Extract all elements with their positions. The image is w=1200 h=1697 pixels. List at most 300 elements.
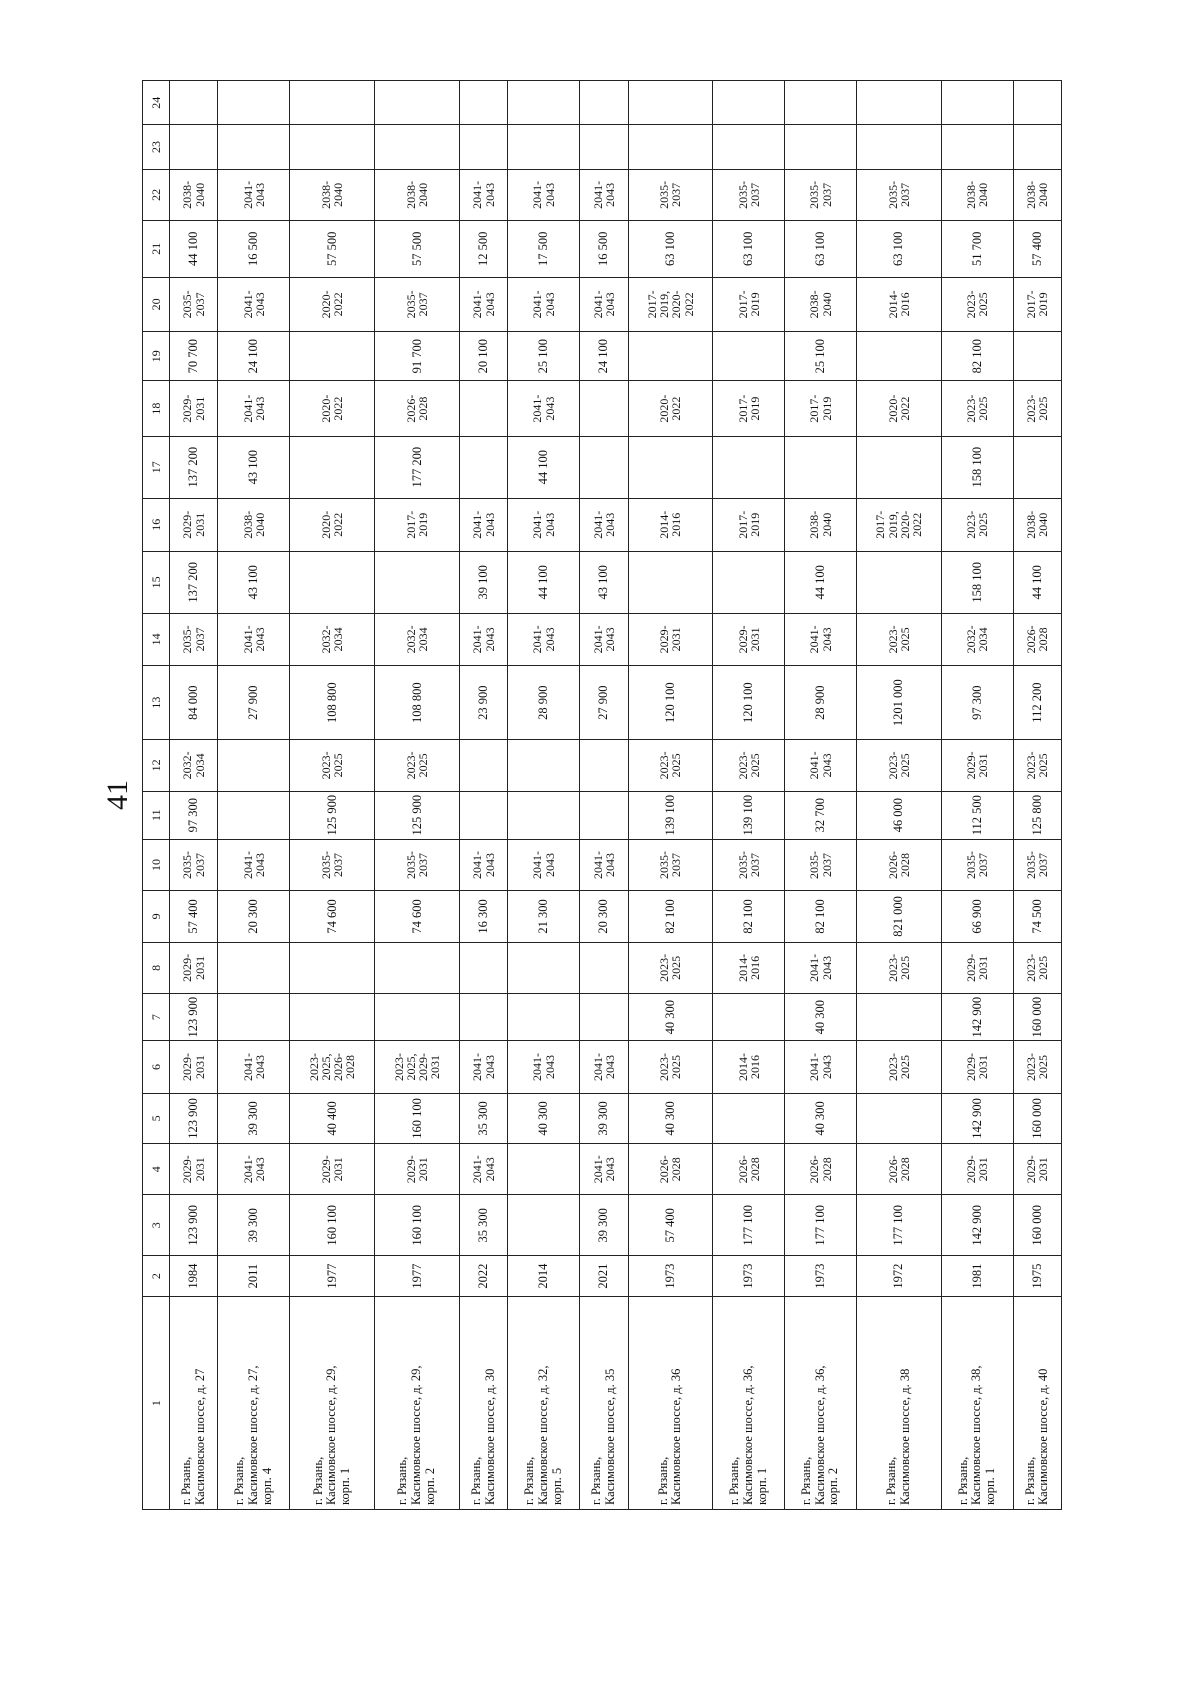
cost-cell: 142 900 — [941, 1195, 1013, 1256]
period-cell: 2035- 2037 — [170, 613, 218, 665]
build-year-cell: 2022 — [459, 1256, 507, 1297]
cost-cell: 43 100 — [580, 552, 628, 614]
period-cell: 2035- 2037 — [785, 839, 857, 890]
period-cell: 2041- 2043 — [508, 498, 580, 551]
cost-cell: 63 100 — [856, 221, 941, 278]
cost-cell: 39 300 — [580, 1195, 628, 1256]
period-cell — [580, 381, 628, 437]
cost-cell: 97 300 — [941, 666, 1013, 740]
cost-cell: 160 000 — [1013, 1093, 1061, 1143]
table-row — [1013, 81, 1061, 1510]
cost-cell: 44 100 — [1013, 552, 1061, 614]
cost-cell: 57 400 — [1013, 221, 1061, 278]
cost-cell: 160 000 — [1013, 994, 1061, 1041]
period-cell — [713, 81, 785, 125]
period-cell: 2041- 2043 — [508, 613, 580, 665]
period-cell — [459, 381, 507, 437]
period-cell: 2041- 2043 — [459, 1144, 507, 1195]
cost-cell: 43 100 — [218, 436, 290, 498]
cost-cell — [580, 994, 628, 1041]
column-number-header: 1 — [143, 1297, 170, 1510]
table-row — [290, 81, 375, 1510]
period-cell: 2041- 2043 — [459, 613, 507, 665]
period-cell: 2023- 2025, 2026- 2028 — [290, 1041, 375, 1093]
cost-cell: 123 900 — [170, 1093, 218, 1143]
cost-cell: 57 400 — [628, 1195, 713, 1256]
period-cell: 2032- 2034 — [290, 613, 375, 665]
period-cell: 2041- 2043 — [459, 498, 507, 551]
cost-cell — [628, 552, 713, 614]
period-cell: 2035- 2037 — [170, 277, 218, 331]
table-row — [375, 81, 460, 1510]
cost-cell: 25 100 — [508, 332, 580, 381]
cost-cell: 51 700 — [941, 221, 1013, 278]
cost-cell: 160 000 — [1013, 1195, 1061, 1256]
cost-cell — [290, 125, 375, 169]
period-cell: 2038- 2040 — [785, 277, 857, 331]
cost-cell: 40 300 — [628, 994, 713, 1041]
period-cell: 2023- 2025 — [941, 277, 1013, 331]
period-cell — [218, 740, 290, 791]
period-cell: 2041- 2043 — [785, 942, 857, 993]
cost-cell — [508, 994, 580, 1041]
cost-cell: 84 000 — [170, 666, 218, 740]
period-cell: 2020- 2022 — [290, 498, 375, 551]
cost-cell: 40 300 — [785, 1093, 857, 1143]
period-cell — [856, 81, 941, 125]
period-cell: 2017- 2019 — [1013, 277, 1061, 331]
table-row — [628, 81, 713, 1510]
period-cell: 2023- 2025 — [1013, 1041, 1061, 1093]
period-cell: 2041- 2043 — [508, 839, 580, 890]
table-row — [580, 81, 628, 1510]
period-cell: 2041- 2043 — [218, 1144, 290, 1195]
period-cell: 2023- 2025 — [375, 740, 460, 791]
table-row — [459, 81, 507, 1510]
period-cell — [508, 740, 580, 791]
cost-cell — [459, 791, 507, 839]
cost-cell: 57 500 — [290, 221, 375, 278]
period-cell: 2029- 2031 — [170, 942, 218, 993]
cost-cell — [375, 125, 460, 169]
period-cell: 2026- 2028 — [375, 381, 460, 437]
cost-cell: 139 100 — [628, 791, 713, 839]
period-cell — [375, 942, 460, 993]
period-cell — [580, 740, 628, 791]
period-cell: 2023- 2025, 2029- 2031 — [375, 1041, 460, 1093]
period-cell: 2029- 2031 — [941, 1144, 1013, 1195]
period-cell: 2023- 2025 — [856, 942, 941, 993]
period-cell — [508, 81, 580, 125]
cost-cell: 25 100 — [785, 332, 857, 381]
build-year-cell: 1972 — [856, 1256, 941, 1297]
period-cell: 2026- 2028 — [1013, 613, 1061, 665]
period-cell: 2023- 2025 — [941, 498, 1013, 551]
period-cell: 2041- 2043 — [785, 1041, 857, 1093]
period-cell: 2020- 2022 — [290, 277, 375, 331]
table-row — [218, 81, 290, 1510]
cost-cell: 44 100 — [508, 436, 580, 498]
build-year-cell: 1973 — [713, 1256, 785, 1297]
period-cell: 2041- 2043 — [218, 839, 290, 890]
cost-cell: 177 100 — [785, 1195, 857, 1256]
housing-repair-schedule-table — [142, 80, 1062, 1510]
cost-cell: 20 100 — [459, 332, 507, 381]
address-cell: г. Рязань, Касимовское шоссе, д. 36 — [628, 1297, 713, 1510]
cost-cell: 160 100 — [290, 1195, 375, 1256]
cost-cell: 82 100 — [628, 891, 713, 942]
period-cell: 2038- 2040 — [1013, 498, 1061, 551]
period-cell — [459, 740, 507, 791]
cost-cell — [1013, 332, 1061, 381]
address-cell: г. Рязань, Касимовское шоссе, д. 27, корп. 4 — [218, 1297, 290, 1510]
cost-cell: 35 300 — [459, 1093, 507, 1143]
cost-cell: 39 300 — [218, 1195, 290, 1256]
cost-cell: 16 500 — [218, 221, 290, 278]
build-year-cell: 2021 — [580, 1256, 628, 1297]
cost-cell — [580, 125, 628, 169]
cost-cell: 21 300 — [508, 891, 580, 942]
period-cell: 2035- 2037 — [856, 169, 941, 220]
cost-cell — [580, 791, 628, 839]
cost-cell: 39 100 — [459, 552, 507, 614]
table-row — [856, 81, 941, 1510]
cost-cell — [290, 436, 375, 498]
period-cell: 2041- 2043 — [580, 1041, 628, 1093]
period-cell: 2041- 2043 — [218, 277, 290, 331]
cost-cell: 82 100 — [713, 891, 785, 942]
period-cell — [170, 81, 218, 125]
cost-cell: 142 900 — [941, 994, 1013, 1041]
period-cell: 2014- 2016 — [628, 498, 713, 551]
build-year-cell: 1981 — [941, 1256, 1013, 1297]
build-year-cell: 1973 — [628, 1256, 713, 1297]
cost-cell — [459, 125, 507, 169]
period-cell: 2029- 2031 — [170, 1144, 218, 1195]
cost-cell: 40 300 — [508, 1093, 580, 1143]
cost-cell: 16 300 — [459, 891, 507, 942]
column-number-header: 18 — [143, 381, 170, 437]
column-number-header: 5 — [143, 1093, 170, 1143]
cost-cell: 46 000 — [856, 791, 941, 839]
cost-cell — [459, 994, 507, 1041]
cost-cell: 74 600 — [375, 891, 460, 942]
period-cell: 2038- 2040 — [1013, 169, 1061, 220]
period-cell: 2017- 2019, 2020- 2022 — [856, 498, 941, 551]
cost-cell: 39 300 — [218, 1093, 290, 1143]
period-cell: 2041- 2043 — [459, 1041, 507, 1093]
period-cell: 2041- 2043 — [459, 839, 507, 890]
cost-cell: 123 900 — [170, 1195, 218, 1256]
period-cell: 2023- 2025 — [1013, 381, 1061, 437]
period-cell: 2023- 2025 — [628, 740, 713, 791]
period-cell: 2038- 2040 — [218, 498, 290, 551]
period-cell: 2035- 2037 — [941, 839, 1013, 890]
period-cell: 2029- 2031 — [1013, 1144, 1061, 1195]
column-number-header: 17 — [143, 436, 170, 498]
cost-cell: 24 100 — [580, 332, 628, 381]
cost-cell: 12 500 — [459, 221, 507, 278]
period-cell — [290, 81, 375, 125]
period-cell: 2035- 2037 — [628, 839, 713, 890]
period-cell: 2041- 2043 — [218, 613, 290, 665]
column-number-header: 2 — [143, 1256, 170, 1297]
cost-cell — [941, 125, 1013, 169]
period-cell: 2032- 2034 — [170, 740, 218, 791]
build-year-cell: 2014 — [508, 1256, 580, 1297]
cost-cell: 177 100 — [856, 1195, 941, 1256]
column-number-header: 23 — [143, 125, 170, 169]
cost-cell: 28 900 — [785, 666, 857, 740]
cost-cell: 43 100 — [218, 552, 290, 614]
period-cell: 2023- 2025 — [628, 942, 713, 993]
cost-cell — [218, 994, 290, 1041]
period-cell: 2023- 2025 — [941, 381, 1013, 437]
table-row — [170, 81, 218, 1510]
column-number-header: 15 — [143, 552, 170, 614]
period-cell — [508, 1144, 580, 1195]
period-cell: 2029- 2031 — [375, 1144, 460, 1195]
period-cell: 2038- 2040 — [170, 169, 218, 220]
cost-cell: 821 000 — [856, 891, 941, 942]
address-cell: г. Рязань, Касимовское шоссе, д. 36, корп. 1 — [713, 1297, 785, 1510]
cost-cell — [713, 332, 785, 381]
build-year-cell: 1973 — [785, 1256, 857, 1297]
period-cell: 2017- 2019 — [713, 381, 785, 437]
column-number-header: 24 — [143, 81, 170, 125]
cost-cell: 74 500 — [1013, 891, 1061, 942]
cost-cell — [508, 1195, 580, 1256]
cost-cell: 57 400 — [170, 891, 218, 942]
cost-cell — [856, 125, 941, 169]
cost-cell — [628, 125, 713, 169]
cost-cell: 39 300 — [580, 1093, 628, 1143]
period-cell: 2017- 2019, 2020- 2022 — [628, 277, 713, 331]
column-number-header: 10 — [143, 839, 170, 890]
cost-cell — [290, 552, 375, 614]
address-cell: г. Рязань, Касимовское шоссе, д. 30 — [459, 1297, 507, 1510]
period-cell: 2029- 2031 — [941, 942, 1013, 993]
cost-cell: 32 700 — [785, 791, 857, 839]
cost-cell: 40 300 — [628, 1093, 713, 1143]
address-cell: г. Рязань, Касимовское шоссе, д. 40 — [1013, 1297, 1061, 1510]
column-number-header: 16 — [143, 498, 170, 551]
period-cell: 2029- 2031 — [170, 381, 218, 437]
column-number-header: 13 — [143, 666, 170, 740]
period-cell: 2023- 2025 — [856, 1041, 941, 1093]
period-cell: 2014- 2016 — [713, 1041, 785, 1093]
period-cell: 2014- 2016 — [713, 942, 785, 993]
period-cell: 2041- 2043 — [508, 169, 580, 220]
period-cell: 2041- 2043 — [218, 1041, 290, 1093]
cost-cell: 112 200 — [1013, 666, 1061, 740]
cost-cell — [785, 436, 857, 498]
cost-cell — [508, 125, 580, 169]
cost-cell — [218, 125, 290, 169]
column-number-header: 8 — [143, 942, 170, 993]
address-cell: г. Рязань, Касимовское шоссе, д. 35 — [580, 1297, 628, 1510]
cost-cell: 44 100 — [785, 552, 857, 614]
column-number-header: 3 — [143, 1195, 170, 1256]
cost-cell — [713, 436, 785, 498]
column-number-header: 20 — [143, 277, 170, 331]
period-cell: 2032- 2034 — [375, 613, 460, 665]
period-cell: 2041- 2043 — [459, 277, 507, 331]
period-cell — [785, 81, 857, 125]
period-cell — [459, 81, 507, 125]
column-number-header: 14 — [143, 613, 170, 665]
cost-cell: 35 300 — [459, 1195, 507, 1256]
build-year-cell: 2011 — [218, 1256, 290, 1297]
period-cell — [1013, 81, 1061, 125]
cost-cell — [1013, 125, 1061, 169]
period-cell: 2035- 2037 — [713, 839, 785, 890]
column-number-header: 11 — [143, 791, 170, 839]
cost-cell: 20 300 — [580, 891, 628, 942]
page-number: 41 — [101, 780, 134, 810]
cost-cell: 108 800 — [375, 666, 460, 740]
cost-cell: 66 900 — [941, 891, 1013, 942]
period-cell: 2029- 2031 — [713, 613, 785, 665]
cost-cell — [375, 552, 460, 614]
cost-cell: 112 500 — [941, 791, 1013, 839]
column-number-header: 21 — [143, 221, 170, 278]
period-cell: 2023- 2025 — [628, 1041, 713, 1093]
period-cell: 2035- 2037 — [375, 839, 460, 890]
cost-cell: 158 100 — [941, 552, 1013, 614]
period-cell: 2029- 2031 — [941, 740, 1013, 791]
cost-cell: 137 200 — [170, 552, 218, 614]
cost-cell: 40 400 — [290, 1093, 375, 1143]
cost-cell — [218, 791, 290, 839]
cost-cell: 125 800 — [1013, 791, 1061, 839]
cost-cell — [290, 332, 375, 381]
period-cell: 2023- 2025 — [1013, 942, 1061, 993]
period-cell: 2026- 2028 — [856, 839, 941, 890]
cost-cell: 16 500 — [580, 221, 628, 278]
cost-cell: 137 200 — [170, 436, 218, 498]
period-cell: 2041- 2043 — [218, 381, 290, 437]
cost-cell: 27 900 — [218, 666, 290, 740]
cost-cell — [785, 125, 857, 169]
period-cell: 2041- 2043 — [580, 839, 628, 890]
period-cell: 2023- 2025 — [856, 613, 941, 665]
address-cell: г. Рязань, Касимовское шоссе, д. 36, корп. 2 — [785, 1297, 857, 1510]
rotated-table-wrapper — [142, 80, 1062, 1510]
cost-cell: 125 900 — [375, 791, 460, 839]
cost-cell: 82 100 — [785, 891, 857, 942]
period-cell: 2029- 2031 — [170, 498, 218, 551]
period-cell: 2038- 2040 — [290, 169, 375, 220]
period-cell — [580, 942, 628, 993]
column-number-header: 4 — [143, 1144, 170, 1195]
table-row — [785, 81, 857, 1510]
cost-cell — [856, 1093, 941, 1143]
column-number-header: 6 — [143, 1041, 170, 1093]
cost-cell: 139 100 — [713, 791, 785, 839]
table-row — [508, 81, 580, 1510]
cost-cell: 177 100 — [713, 1195, 785, 1256]
cost-cell: 160 100 — [375, 1195, 460, 1256]
cost-cell: 82 100 — [941, 332, 1013, 381]
period-cell — [459, 942, 507, 993]
period-cell — [218, 81, 290, 125]
period-cell: 2020- 2022 — [628, 381, 713, 437]
cost-cell — [856, 994, 941, 1041]
cost-cell: 158 100 — [941, 436, 1013, 498]
cost-cell: 120 100 — [713, 666, 785, 740]
cost-cell: 63 100 — [785, 221, 857, 278]
cost-cell — [713, 125, 785, 169]
cost-cell: 142 900 — [941, 1093, 1013, 1143]
cost-cell — [375, 994, 460, 1041]
column-number-header: 9 — [143, 891, 170, 942]
cost-cell — [856, 552, 941, 614]
cost-cell — [713, 1093, 785, 1143]
period-cell: 2041- 2043 — [508, 277, 580, 331]
cost-cell: 160 100 — [375, 1093, 460, 1143]
column-number-header-row — [143, 81, 170, 1510]
period-cell: 2017- 2019 — [713, 277, 785, 331]
period-cell: 2035- 2037 — [628, 169, 713, 220]
cost-cell: 63 100 — [713, 221, 785, 278]
cost-cell: 17 500 — [508, 221, 580, 278]
period-cell: 2014- 2016 — [856, 277, 941, 331]
address-cell: г. Рязань, Касимовское шоссе, д. 27 — [170, 1297, 218, 1510]
period-cell: 2017- 2019 — [375, 498, 460, 551]
period-cell — [628, 81, 713, 125]
period-cell: 2026- 2028 — [628, 1144, 713, 1195]
period-cell: 2041- 2043 — [785, 740, 857, 791]
period-cell: 2041- 2043 — [580, 498, 628, 551]
cost-cell: 27 900 — [580, 666, 628, 740]
cost-cell: 57 500 — [375, 221, 460, 278]
cost-cell — [508, 791, 580, 839]
cost-cell — [580, 436, 628, 498]
address-cell: г. Рязань, Касимовское шоссе, д. 29, корп. 1 — [290, 1297, 375, 1510]
cost-cell: 63 100 — [628, 221, 713, 278]
period-cell: 2041- 2043 — [580, 169, 628, 220]
period-cell: 2035- 2037 — [375, 277, 460, 331]
period-cell: 2041- 2043 — [218, 169, 290, 220]
period-cell: 2029- 2031 — [290, 1144, 375, 1195]
cost-cell — [628, 332, 713, 381]
period-cell: 2029- 2031 — [941, 1041, 1013, 1093]
period-cell: 2035- 2037 — [290, 839, 375, 890]
period-cell — [290, 942, 375, 993]
build-year-cell: 1977 — [290, 1256, 375, 1297]
cost-cell — [290, 994, 375, 1041]
period-cell: 2023- 2025 — [713, 740, 785, 791]
cost-cell — [628, 436, 713, 498]
period-cell: 2041- 2043 — [580, 613, 628, 665]
build-year-cell: 1977 — [375, 1256, 460, 1297]
cost-cell: 91 700 — [375, 332, 460, 381]
period-cell: 2017- 2019 — [785, 381, 857, 437]
period-cell: 2041- 2043 — [785, 613, 857, 665]
period-cell: 2023- 2025 — [856, 740, 941, 791]
cost-cell — [713, 552, 785, 614]
cost-cell — [170, 125, 218, 169]
period-cell: 2017- 2019 — [713, 498, 785, 551]
period-cell: 2020- 2022 — [856, 381, 941, 437]
cost-cell: 24 100 — [218, 332, 290, 381]
cost-cell — [856, 332, 941, 381]
period-cell: 2041- 2043 — [459, 169, 507, 220]
column-number-header: 22 — [143, 169, 170, 220]
address-cell: г. Рязань, Касимовское шоссе, д. 32, корп. 5 — [508, 1297, 580, 1510]
cost-cell: 44 100 — [170, 221, 218, 278]
